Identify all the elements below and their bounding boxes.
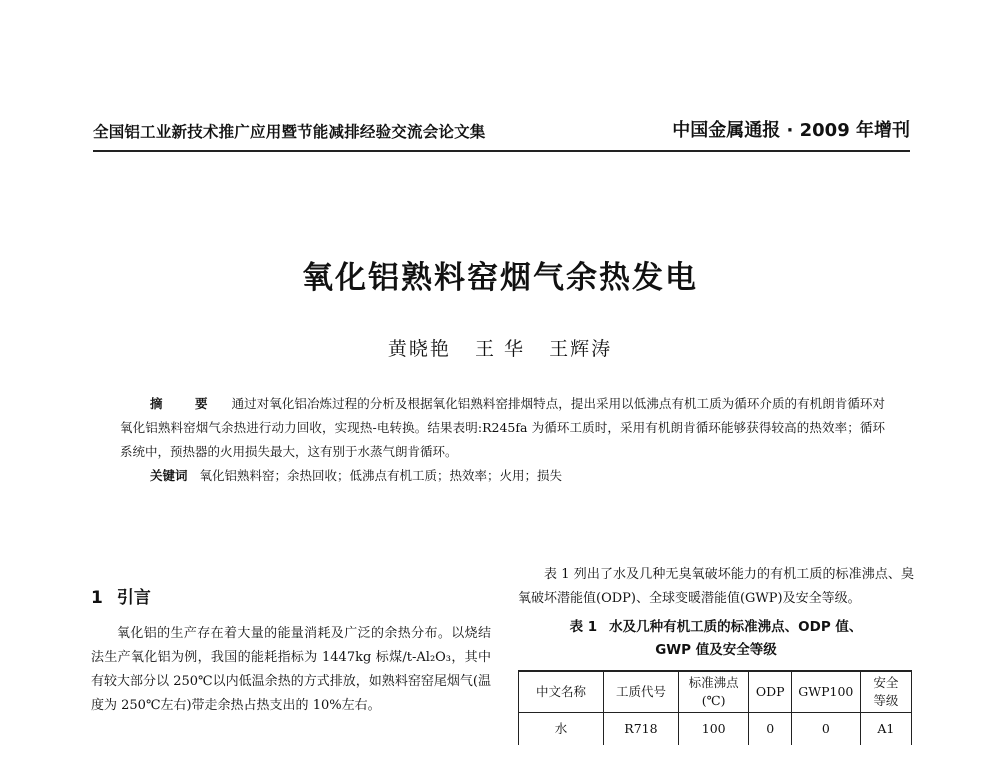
author-name: 黄晓艳 [387, 338, 451, 360]
table-cell: R718 [604, 713, 679, 746]
table-cell: 0 [749, 713, 792, 746]
author-list [0, 334, 1000, 361]
abstract-block [120, 392, 885, 488]
table-caption-text: 水及几种有机工质的标准沸点、ODP 值、 [609, 619, 863, 635]
left-column [91, 586, 491, 718]
table-header-row [519, 671, 912, 713]
table-caption-line [518, 616, 914, 639]
table-cell: A1 [860, 713, 911, 746]
table-number: 表 1 [569, 619, 598, 635]
header-rule [93, 150, 910, 152]
section-number: 1 [91, 588, 103, 608]
table-header-cell: ODP [749, 671, 792, 713]
table-header-cell: 安全 等级 [860, 671, 911, 713]
table-cell: 100 [678, 713, 749, 746]
data-table [518, 670, 912, 745]
abstract-text: 通过对氧化铝冶炼过程的分析及根据氧化铝熟料窑排烟特点，提出采用以低沸点有机工质为循环介质的有机朗肯循环对氧化铝熟料窑烟气余热进行动力回收，实现热-电转换。结果表明:R245fa 为循环工质时，采用有机朗肯循环能够获得较高的热效率；循环系统中，预热器的火用损失最大，这有别于水蒸气朗肯循环。 [120, 396, 885, 459]
table-cell: 0 [792, 713, 861, 746]
table-intro-paragraph: 表 1 列出了水及几种无臭氧破坏能力的有机工质的标准沸点、臭氧破坏潜能值(ODP)、全球变暖潜能值(GWP)及安全等级。 [518, 567, 914, 606]
table-header-cell: GWP100 [792, 671, 861, 713]
abstract-paragraph [120, 392, 885, 464]
body-paragraph: 氧化铝的生产存在着大量的能量消耗及广泛的余热分布。以烧结法生产氧化铝为例，我国的能耗指标为 1447kg 标煤/t-Al₂O₃，其中有较大部分以 250℃以内低温余热的方式排放，如熟料窑窑尾烟气(温度为 250℃左右)带走余热占热支出的 10%左右。 [91, 626, 491, 713]
paper-title: 氧化铝熟料窑烟气余热发电 [302, 260, 698, 296]
table-header-cell: 工质代号 [604, 671, 679, 713]
header-journal-issue: 中国金属通报 · 2009 年增刊 [672, 120, 910, 141]
author-name: 王 华 [474, 338, 526, 360]
table-caption-line: GWP 值及安全等级 [655, 642, 777, 658]
keywords-text: 氧化铝熟料窑；余热回收；低沸点有机工质；热效率；火用；损失 [199, 468, 563, 483]
keywords-label: 关键词 [150, 468, 188, 483]
table-header-cell: 标准沸点 (℃) [678, 671, 749, 713]
header-proceedings-title: 全国铝工业新技术推广应用暨节能减排经验交流会论文集 [93, 122, 486, 141]
table-header-cell: 中文名称 [519, 671, 604, 713]
keywords-paragraph [120, 464, 885, 488]
right-column [518, 563, 914, 745]
table-cell: 水 [519, 713, 604, 746]
table-caption [518, 616, 914, 662]
abstract-label: 摘 要 [150, 396, 222, 411]
running-header [93, 116, 910, 154]
author-name: 王辉涛 [549, 338, 613, 360]
section-title: 引言 [116, 588, 151, 608]
table-row [519, 713, 912, 746]
section-heading [91, 586, 491, 610]
